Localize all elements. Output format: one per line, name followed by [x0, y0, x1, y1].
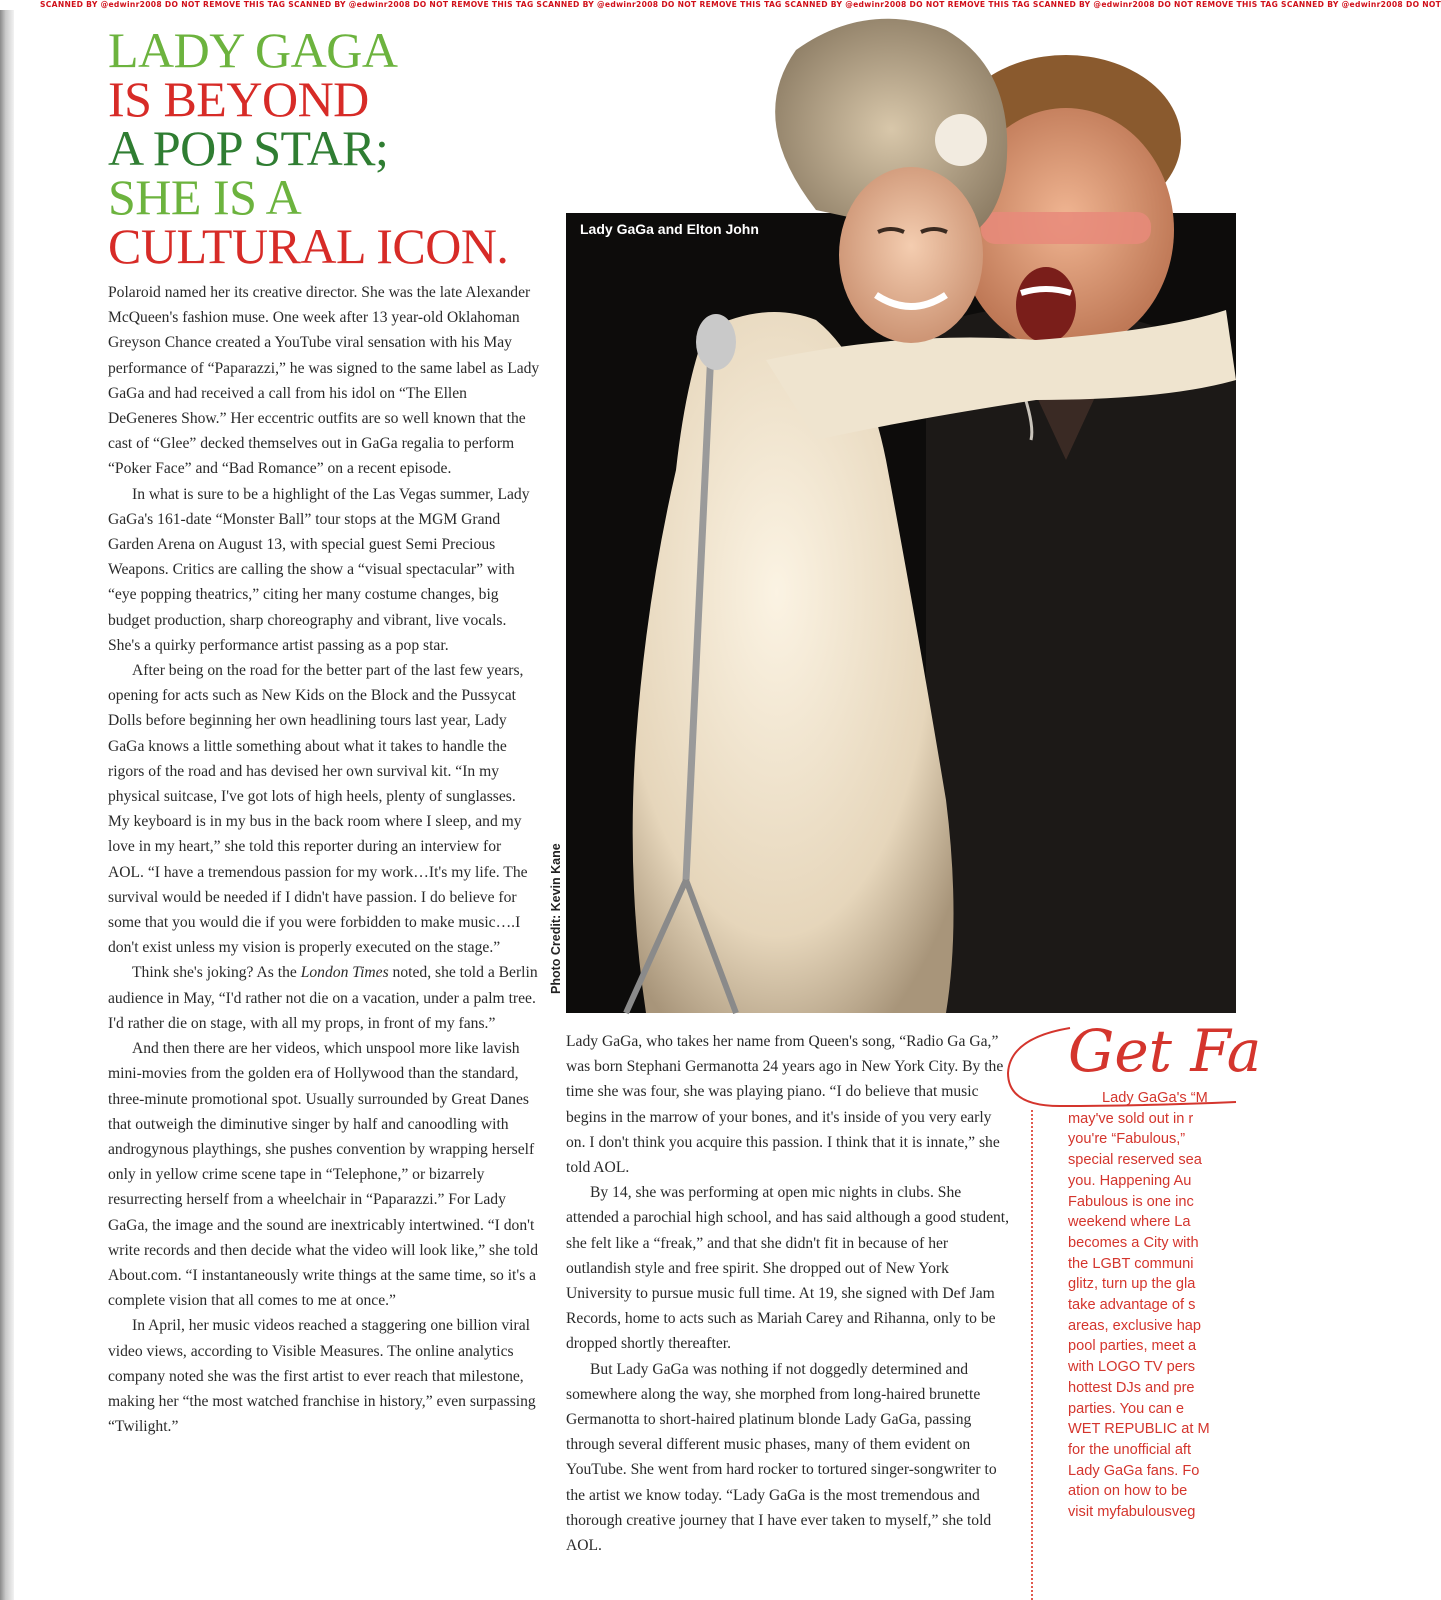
sidebar-title: Get Fa — [1068, 1017, 1262, 1085]
sidebar-line: glitz, turn up the gla — [1068, 1276, 1196, 1293]
sidebar-line: may've sold out in r — [1068, 1110, 1194, 1127]
article-paragraph: After being on the road for the better part of the last few years, opening for acts such as New Kids on the Block and the Pussycat Dolls before beginning her own headlining tours last year, Lady GaGa knows a little something about what it takes to handle the rigors of the road and has devised her own survival kit. “In my physical suitcase, I've got lots of high heels, plenty of sunglasses. My keyboard is in my bus in the back room where I sleep, and my love in my heart,” she told this reporter during an interview for AOL. “I have a tremendous passion for my work…It's my life. The survival would be needed if I didn't have passion. I do believe for some that you would die if you were forbidden to make music….I don't exist unless my vision is properly executed on the stage.” — [108, 662, 528, 957]
photo-caption: Lady GaGa and Elton John — [580, 221, 759, 237]
photo-illustration — [566, 0, 1236, 1013]
headline-line-3: A POP STAR; — [108, 120, 389, 176]
article-paragraph — [108, 960, 540, 1036]
headline-line-4: SHE IS A — [108, 169, 302, 225]
headline-line-2: IS BEYOND — [108, 71, 369, 127]
sidebar-line: Lady GaGa's “M — [1102, 1090, 1208, 1106]
page-spine-shadow — [0, 0, 14, 1600]
sidebar-dotted-rule — [1031, 1110, 1033, 1600]
article-paragraph: By 14, she was performing at open mic nights in clubs. She attended a parochial high school, and has said although a good student, she felt like a “freak,” and that she didn't fit in because of her outlandish style and free spirit. She dropped out of New York University to pursue music full time. At 19, she signed with Def Jam Records, home to acts such as Mariah Carey and Rihanna, only to be dropped shortly thereafter. — [566, 1184, 1010, 1353]
article-middle-column — [566, 1029, 1012, 1558]
article-paragraph: And then there are her videos, which unspool more like lavish mini-movies from the golden era of Hollywood than the standard, three-minute promotional spot. Usually surrounded by Great Danes that outweigh the diminutive singer by half and canoodling with androgynous playthings, she pushes convention by wrapping herself only in yellow crime scene tape in “Telephone,” or bizarrely resurrecting herself from a wheelchair in “Paparazzi.” For Lady GaGa, the image and the sound are inextricably intertwined. “I don't write records and then decide what the video will look like,” she told About.com. “I instantaneously write things at the same time, so it's a complete vision that all comes to me at once.” — [108, 1040, 539, 1310]
sidebar-line: WET REPUBLIC at M — [1068, 1421, 1210, 1438]
sidebar-line: weekend where La — [1068, 1214, 1191, 1231]
paragraph-text: noted, she told a Berlin audience in May, “I'd rather not die on a vacation, under a palm tree. I'd rather die on stage, with all my props, in front of my fans.” — [108, 964, 538, 1032]
sidebar-line: pool parties, meet a — [1068, 1338, 1197, 1355]
sidebar-line: the LGBT communi — [1068, 1255, 1194, 1272]
sidebar-line: for the unofficial aft — [1068, 1441, 1192, 1458]
sidebar-line: you're “Fabulous,” — [1068, 1131, 1186, 1148]
sidebar-line: Lady GaGa fans. Fo — [1068, 1462, 1200, 1479]
article-left-column — [108, 280, 540, 1439]
photo-credit: Photo Credit: Kevin Kane — [549, 843, 563, 994]
sidebar-line: with LOGO TV pers — [1068, 1359, 1196, 1376]
sidebar-line: parties. You can e — [1068, 1400, 1185, 1417]
article-paragraph: Lady GaGa, who takes her name from Queen's song, “Radio Ga Ga,” was born Stephani Germanotta 24 years ago in New York City. By the time she was four, she was playing piano. “I do believe that music begins in the marrow of your bones, and it's inside of you very early on. I don't think you acquire this passion. I think that it is innate,” she told AOL. — [566, 1033, 1004, 1177]
sidebar-line: hottest DJs and pre — [1068, 1379, 1195, 1396]
article-paragraph: But Lady GaGa was nothing if not doggedly determined and somewhere along the way, she morphed from long-haired brunette Germanotta to short-haired platinum blonde Lady GaGa, passing through several different music phases, many of them evident on YouTube. She went from hard rocker to tortured singer-songwriter to the artist we know today. “Lady GaGa is the most tremendous and thorough creative journey that I have ever taken to myself,” she told AOL. — [566, 1360, 997, 1555]
headline-line-5: CULTURAL ICON. — [108, 218, 509, 274]
sidebar-line: special reserved sea — [1068, 1152, 1202, 1169]
paragraph-text: Think she's joking? As the — [132, 964, 301, 982]
sidebar-line: Fabulous is one inc — [1068, 1193, 1194, 1210]
article-paragraph: In April, her music videos reached a staggering one billion viral video views, according to Visible Measures. The online analytics company noted she was the first artist to ever reach that milestone, making her “the most watched franchise in history,” even surpassing “Twilight.” — [108, 1317, 536, 1436]
sidebar-line: ation on how to be — [1068, 1483, 1188, 1500]
article-headline — [108, 22, 558, 274]
sidebar-line: visit myfabulousveg — [1068, 1504, 1196, 1521]
article-paragraph: In what is sure to be a highlight of the Las Vegas summer, Lady GaGa's 161-date “Monster Ball” tour stops at the MGM Grand Garden Arena on August 13, with special guest Semi Precious Weapons. Critics are calling the show a “visual spectacular” with “eye popping theatrics,” citing her many costume changes, big budget production, sharp choreography and vibrant, live vocals. She's a quirky performance artist passing as a pop star. — [108, 485, 530, 654]
sidebar-line: take advantage of s — [1068, 1297, 1196, 1314]
elton-glasses — [981, 212, 1151, 244]
headline-line-1: LADY GAGA — [108, 22, 398, 78]
article-paragraph: Polaroid named her its creative director. She was the late Alexander McQueen's fashion muse. One week after 13 year-old Oklahoman Greyson Chance created a YouTube viral sensation with his May performance of “Paparazzi,” he was signed to the same label as Lady GaGa and had received a call from his idol on “The Ellen DeGeneres Show.” Her eccentric outfits are so well known that the cast of “Glee” decked themselves out in GaGa regalia to perform “Poker Face” and “Bad Romance” on a recent episode. — [108, 284, 540, 478]
sidebar-line: areas, exclusive hap — [1068, 1317, 1202, 1334]
microphone — [696, 314, 736, 370]
sidebar-body — [1068, 1088, 1268, 1523]
sidebar-line: becomes a City with — [1068, 1234, 1199, 1251]
gaga-hair-flower — [935, 114, 987, 166]
gaga-face — [839, 167, 983, 343]
publication-name: London Times — [300, 964, 389, 982]
sidebar-line: you. Happening Au — [1068, 1172, 1192, 1189]
feature-photo — [566, 0, 1236, 1013]
scan-banner-text: SCANNED BY @edwinr2008 DO NOT REMOVE THIS TAG SCANNED BY @edwinr2008 DO NOT REMOVE THIS TAG SCANNED BY @edwinr2008 DO NOT REMOVE THIS TAG SCANNED BY @edwinr2008 DO NOT REMOVE THIS TAG SCANNED BY @edwinr2008 DO NOT REMOVE THIS TAG SCANNED BY @edwinr2008 DO NOT — [40, 0, 1441, 9]
elton-mouth — [1016, 267, 1076, 343]
